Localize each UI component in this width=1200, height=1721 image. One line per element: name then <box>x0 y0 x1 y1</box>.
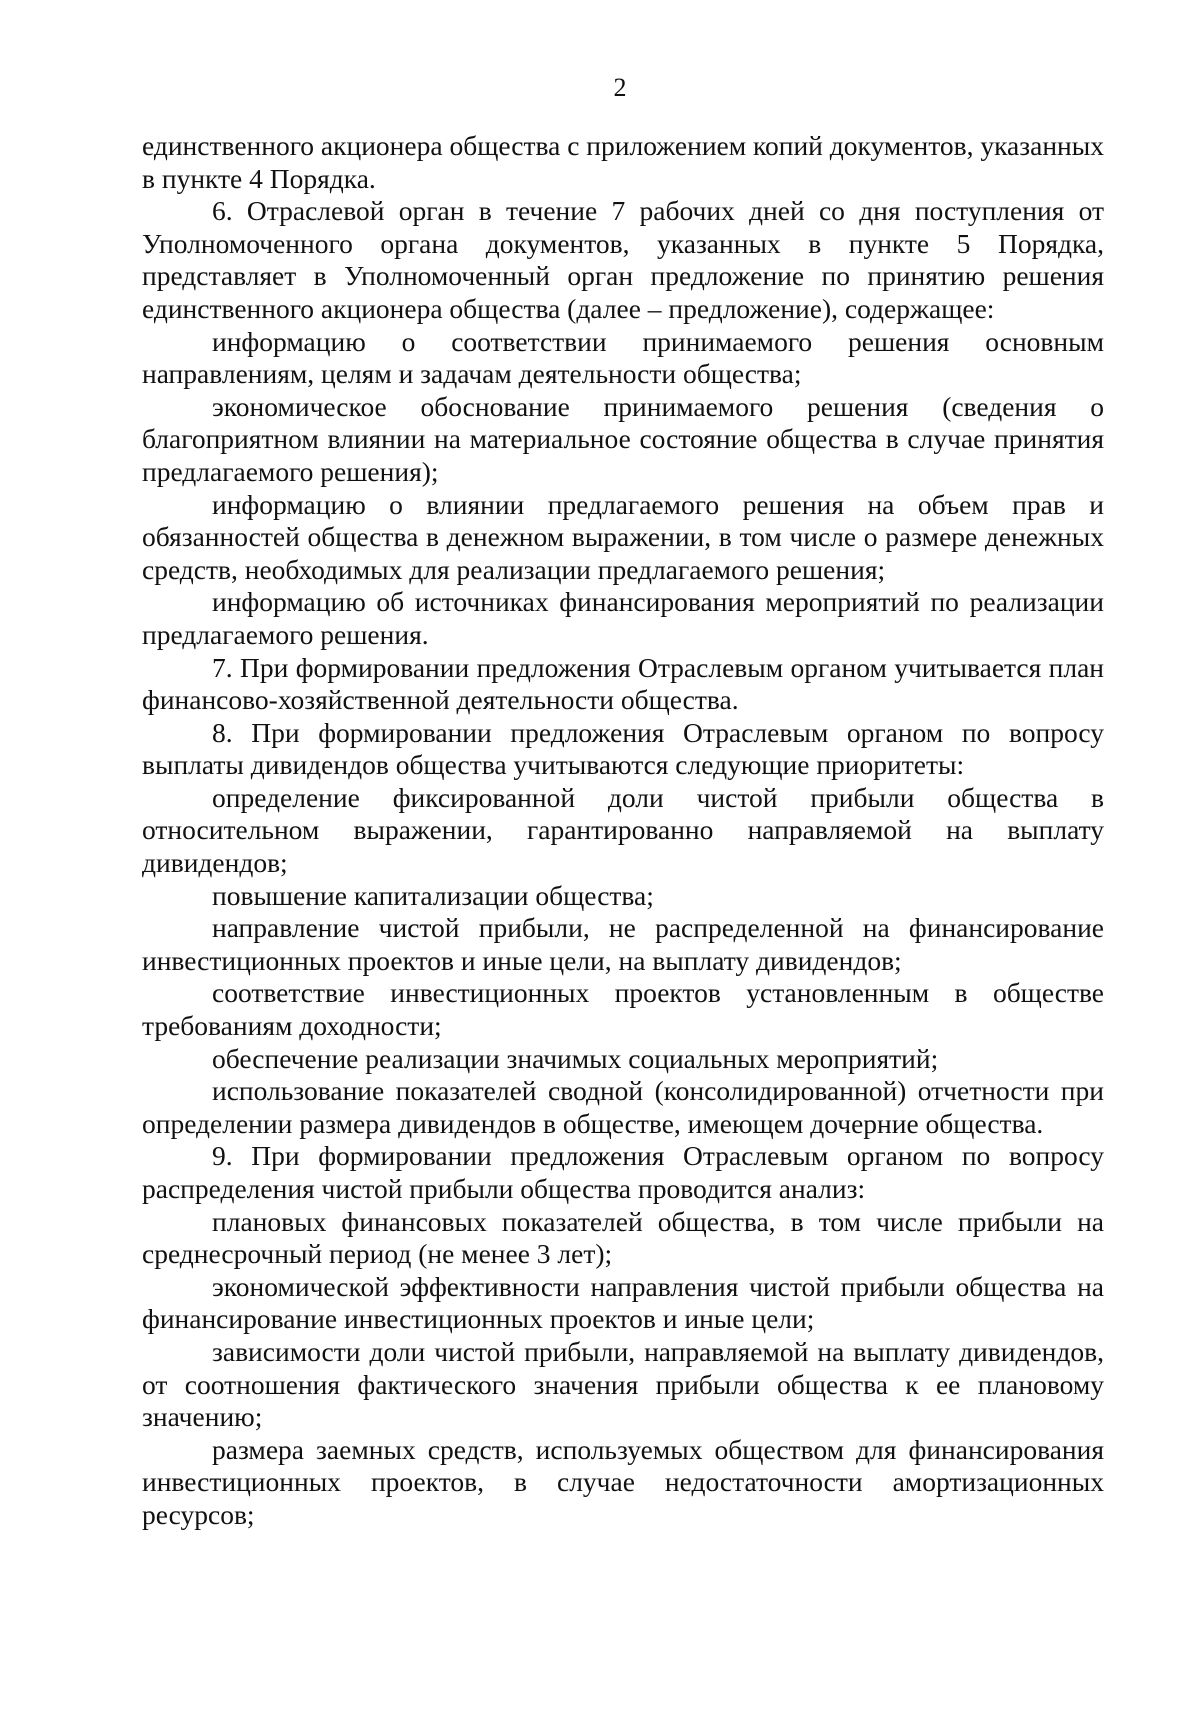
paragraph-profit-direction: направление чистой прибыли, не распределенной на финансирование инвестиционных проектов и иные цели, на выплату дивидендов; <box>142 912 1104 976</box>
paragraph-info-compliance: информацию о соответствии принимаемого решения основным направлениям, целям и задачам деятельности общества; <box>142 325 1104 390</box>
paragraph-item-8: 8. При формировании предложения Отраслевым органом по вопросу выплаты дивидендов общества учитываются следующие приоритеты: <box>142 716 1104 781</box>
paragraph-economic-efficiency: экономической эффективности направления чистой прибыли общества на финансирование инвестиционных проектов и иные цели; <box>142 1270 1104 1335</box>
paragraph-borrowed-funds: размера заемных средств, используемых обществом для финансирования инвестиционных проектов, в случае недостаточности амортизационных ресурсов; <box>142 1433 1104 1530</box>
paragraph-item-6: 6. Отраслевой орган в течение 7 рабочих дней со дня поступления от Уполномоченного органа документов, указанных в пункте 5 Порядка, представляет в Уполномоченный орган предложение по принятию решения единственного акционера общества (далее – предложение), содержащее: <box>142 195 1104 324</box>
document-body <box>142 130 1104 1532</box>
paragraph-capitalization: повышение капитализации общества; <box>212 879 654 911</box>
paragraph-social-measures: обеспечение реализации значимых социальных мероприятий; <box>212 1042 939 1074</box>
paragraph-dividend-dependency: зависимости доли чистой прибыли, направляемой на выплату дивидендов, от соотношения фактического значения прибыли общества к ее плановому значению; <box>142 1335 1104 1433</box>
paragraph-info-funding-sources: информацию об источниках финансирования мероприятий по реализации предлагаемого решения. <box>142 586 1104 650</box>
paragraph-investment-compliance: соответствие инвестиционных проектов установленным в обществе требованиям доходности; <box>142 977 1104 1042</box>
paragraph-continuation: единственного акционера общества с приложением копий документов, указанных в пункте 4 Порядка. <box>142 130 1104 194</box>
paragraph-info-influence: информацию о влиянии предлагаемого решения на объем прав и обязанностей общества в денежном выражении, в том числе о размере денежных средств, необходимых для реализации предлагаемого решения; <box>142 488 1104 585</box>
paragraph-item-9: 9. При формировании предложения Отраслевым органом по вопросу распределения чистой прибыли общества проводится анализ: <box>142 1140 1104 1204</box>
paragraph-economic-justification: экономическое обоснование принимаемого решения (сведения о благоприятном влиянии на материальное состояние общества в случае принятия предлагаемого решения); <box>142 390 1104 487</box>
paragraph-planned-indicators: плановых финансовых показателей общества, в том числе прибыли на среднесрочный период (не менее 3 лет); <box>142 1205 1104 1270</box>
paragraph-fixed-share: определение фиксированной доли чистой прибыли общества в относительном выражении, гарантированно направляемой на выплату дивидендов; <box>142 781 1104 879</box>
paragraph-item-7: 7. При формировании предложения Отраслевым органом учитывается план финансово-хозяйственной деятельности общества. <box>142 651 1104 716</box>
paragraph-consolidated-reporting: использование показателей сводной (консолидированной) отчетности при определении размера дивидендов в обществе, имеющем дочерние общества. <box>142 1075 1104 1139</box>
page-number: 2 <box>613 73 627 102</box>
